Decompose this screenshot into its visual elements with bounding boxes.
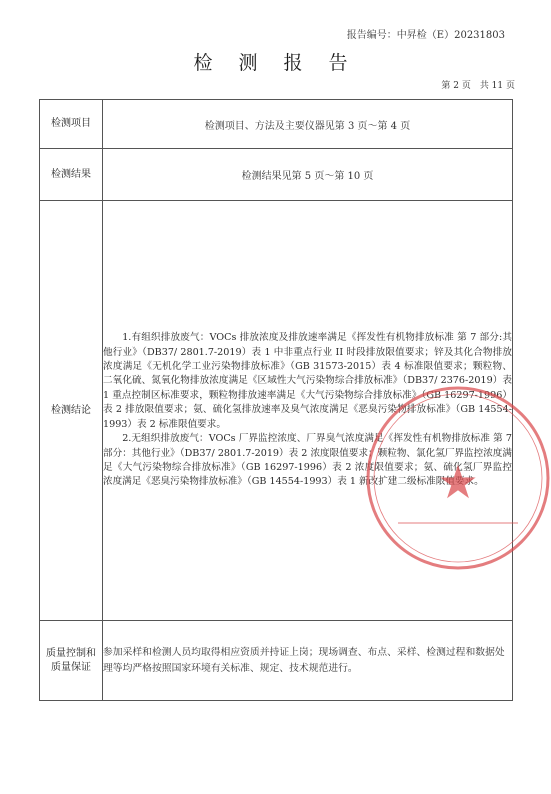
table-row-items: [40, 100, 513, 149]
row-content-conclusion: [103, 201, 513, 621]
row-label-conclusion: 检测结论: [40, 201, 103, 621]
seal-star-icon: ★: [437, 455, 479, 509]
table-row-results: [40, 149, 513, 201]
table-row-qc: [40, 621, 513, 701]
conclusion-paragraph-organized: 1.有组织排放废气：VOCs 排放浓度及排放速率满足《挥发性有机物排放标准 第 7 部分:其他行业》（DB37/ 2801.7-2019）表 1 中非重点行业 II 时段排放限值要求；锌及其化合物排放浓度满足《无机化学工业污染物排放标准》（GB 31573-2015）表 4 标准限值要求；颗粒物、二氧化硫、氮氧化物排放浓度满足《区域性大气污染物综合排放标准》（DB37/ 2376-2019）表 1 重点控制区标准要求，颗粒物排放速率满足《大气污染物综合排放标准》（GB 16297-1996）表 2 排放限值要求；氨、硫化氢排放速率及臭气浓度满足《恶臭污染物排放标准》（GB 14554-1993）表 2 标准限值要求。: [103, 332, 512, 430]
conclusion-paragraph-unorganized: 2.无组织排放废气：VOCs 厂界监控浓度、厂界臭气浓度满足《挥发性有机物排放标准 第 7 部分：其他行业》（DB37/ 2801.7-2019）表 2 浓度限值要求；颗粒物、氯化氢厂界监控浓度满足《大气污染物综合排放标准》（GB 16297-1996）表 2 浓度限值要求；氨、硫化氢厂界监控浓度满足《恶臭污染物排放标准》（GB 14554-1993）表 1 新改扩建二级标准限值要求。: [103, 433, 512, 488]
page-title: 检 测 报 告: [193, 52, 358, 74]
row-label-qc-line2: 质量保证: [51, 661, 91, 673]
row-content-results: 检测结果见第 5 页～第 10 页: [103, 149, 513, 201]
report-number: 报告编号：中昇检（E）20231803: [346, 30, 505, 41]
row-label-qc-line1: 质量控制和: [46, 647, 96, 659]
row-label-qc: [40, 621, 103, 701]
row-label-items: 检测项目: [40, 100, 103, 149]
row-label-results: 检测结果: [40, 149, 103, 201]
row-content-qc: 参加采样和检测人员均取得相应资质并持证上岗；现场调查、布点、采样、检测过程和数据处理等均严格按照国家环境有关标准、规定、技术规范进行。: [103, 621, 513, 701]
row-content-items: 检测项目、方法及主要仪器见第 3 页～第 4 页: [103, 100, 513, 149]
page-number: 第 2 页 共 11 页: [441, 81, 515, 91]
report-table: [39, 99, 513, 701]
table-row-conclusion: [40, 201, 513, 621]
